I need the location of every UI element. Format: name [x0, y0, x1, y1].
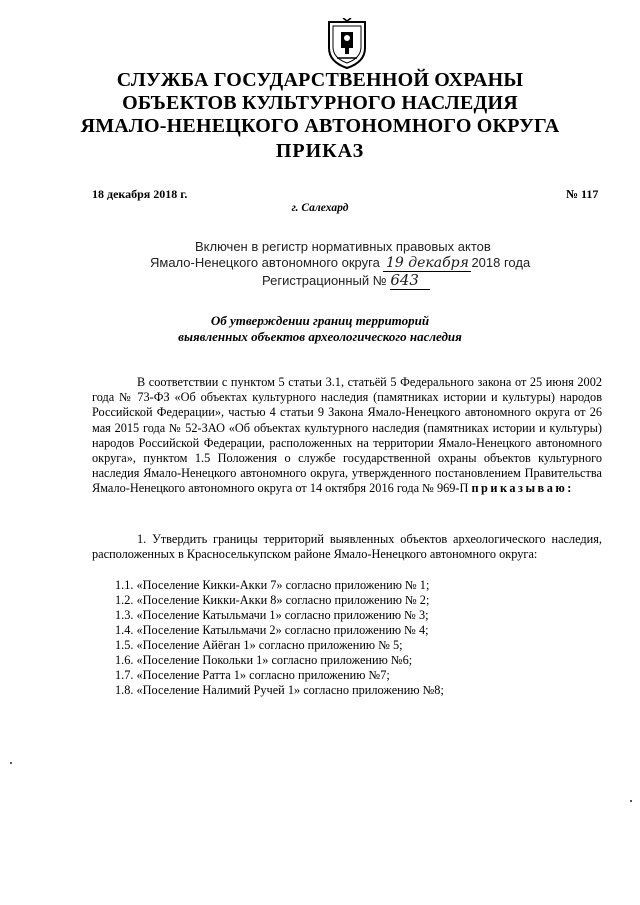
registration-line1: Включен в регистр нормативных правовых актов: [195, 239, 491, 254]
order-word: приказываю:: [471, 481, 574, 496]
handwritten-date: 19 декабря: [383, 255, 471, 272]
registration-year: 2018 года: [471, 255, 531, 270]
preamble-text: В соответствии с пунктом 5 статьи 3.1, статьёй 5 Федерального закона от 25 июня 2002 года № 73-ФЗ «Об объектах культурного наследия (памятниках истории и культуры) народов Российской Федерации», частью 4 статьи 9 Закона Ямало-Ненецкого автономного округа от 26 мая 2015 года № 52-ЗАО «Об объектах культурного наследия (памятниках истории и культуры) народов Российской Федерации, расположенных на территории Ямало-Ненецкого автономного округа», пунктом 1.5 Положения о службе государственной охраны объектов культурного наследия Ямало-Ненецкого автономного округа, утвержденного постановлением Правительства Ямало-Ненецкого автономного округа от 14 октября 2016 года № 969-П: [92, 375, 602, 496]
scan-speck: [10, 762, 12, 764]
list-item: 1.4. «Поселение Катыльмачи 2» согласно приложению № 4;: [115, 623, 429, 637]
list-item: 1.3. «Поселение Катыльмачи 1» согласно приложению № 3;: [115, 608, 429, 622]
subject-line1: Об утверждении границ территорий: [210, 313, 430, 328]
list-item: 1.1. «Поселение Кикки-Акки 7» согласно приложению № 1;: [115, 578, 430, 592]
preamble-paragraph: [92, 375, 602, 497]
list-item: 1.8. «Поселение Налимий Ручей 1» согласно приложению №8;: [115, 683, 444, 697]
document-type: ПРИКАЗ: [275, 140, 365, 162]
agency-name-line1: СЛУЖБА ГОСУДАРСТВЕННОЙ ОХРАНЫ: [116, 69, 524, 91]
registration-line2: [150, 255, 530, 272]
registration-region: Ямало-Ненецкого автономного округа: [150, 255, 380, 270]
agency-name-line3: ЯМАЛО-НЕНЕЦКОГО АВТОНОМНОГО ОКРУГА: [80, 115, 560, 137]
scan-speck: [630, 800, 632, 802]
point1-paragraph: [92, 532, 602, 562]
order-number: № 117: [566, 187, 599, 201]
list-item: 1.5. «Поселение Айёган 1» согласно приложению № 5;: [115, 638, 403, 652]
list-item: 1.2. «Поселение Кикки-Акки 8» согласно приложению № 2;: [115, 593, 430, 607]
list-item: 1.6. «Поселение Покольки 1» согласно приложению №6;: [115, 653, 413, 667]
handwritten-reg-number: 643: [390, 271, 430, 290]
registration-line3: [262, 271, 430, 290]
point1-text: 1. Утвердить границы территорий выявленных объектов археологического наследия, расположенных в Красноселькупском районе Ямало-Ненецкого автономного округа:: [92, 532, 602, 562]
list-item: 1.7. «Поселение Ратта 1» согласно приложению №7;: [115, 668, 390, 682]
order-date: 18 декабря 2018 г.: [92, 187, 188, 201]
agency-name-line2: ОБЪЕКТОВ КУЛЬТУРНОГО НАСЛЕДИЯ: [122, 92, 518, 114]
registration-number-label: Регистрационный №: [262, 273, 387, 288]
order-city: г. Салехард: [291, 202, 349, 214]
coat-of-arms-icon: [323, 18, 371, 70]
subject-line2: выявленных объектов археологического наследия: [178, 329, 462, 344]
